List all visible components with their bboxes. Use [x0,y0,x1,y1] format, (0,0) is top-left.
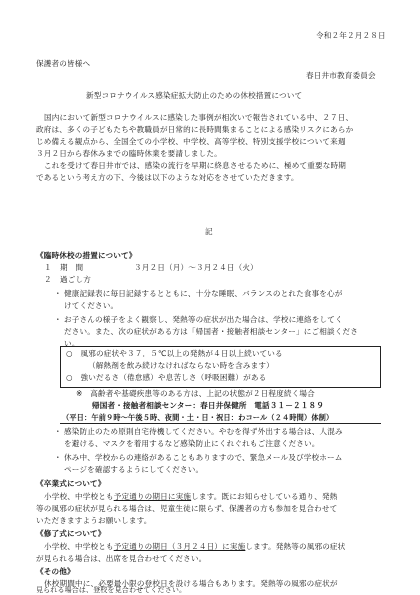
bullet-1-line-2: けてください。 [64,301,119,310]
intro-line-3: じめ備える観点から、全国全ての小学校、中学校、高等学校、特別支援学校について来週 [36,137,346,146]
item-1-number: １ [44,263,52,272]
bullet-dot: ・ [54,427,62,436]
closing-line-1-post: します。発熱等の風邪の症状 [245,542,346,551]
bullet-2-line-3: い。 [64,339,80,348]
closing-line-1-underline: 予定通りの期日（３月２４日）に実施 [113,542,246,551]
bullet-3-line-1: 感染防止のため原則自宅待機してください。やむを得ず外出する場合は、人混み [64,427,343,436]
graduation-line-1 [44,491,337,502]
bullet-3-line-2: を避ける、マスクを着用するなど感染防止にくれぐれもご注意ください。 [64,439,320,448]
consultation-center: 帰国者・接触者相談センター：春日井保健所 電話３１－２１８９ [92,401,325,410]
intro-line-5: これを受けて春日井市では、感染の流行を早期に終息させるために、極めて重要な時期 [44,161,347,170]
symptom-note: ※ 高齢者や基礎疾患等のある方は、上記の状態が２日程度続く場合 [76,389,315,398]
bullet-2-line-1: お子さんの様子をよく観察し、発熱等の症状が出た場合は、学校に連絡をしてく [64,315,343,324]
graduation-line-1-pre: 小学校、中学校とも [44,492,114,501]
divider [60,423,381,424]
sender: 春日井市教育委員会 [306,71,376,80]
closing-line-1-pre: 小学校、中学校とも [44,542,114,551]
section-heading-closing: 《修了式について》 [36,529,106,538]
symptom-line-2: （解熱剤を飲み続けなければならない時を含みます） [88,361,274,370]
item-2-number: ２ [44,275,52,284]
closing-line-2: が見られる場合は、出席を見合わせてください。 [36,554,207,563]
bullet-4-line-2: ページを確認するようにしてください。 [64,465,204,474]
symptom-line-3: ○ 強いだるさ（倦怠感）や息苦しさ（呼吸困難）がある [66,373,267,382]
graduation-line-1-post: します。既にお知らせしている通り、発熱 [191,492,338,501]
other-line-2: 見られる場合は、登校を見合わせてください。 [36,586,187,594]
intro-line-2: 政府は、多くの子どもたちや教職員が日常的に長時間集まることによる感染リスクにあらか [36,125,354,134]
notice-title: 新型コロナウイルス感染症拡大防止のための休校措置について [86,91,303,100]
item-1-value: ３月２日（月）～３月２４日（火） [134,263,258,272]
graduation-line-2: 等の風邪の症状が見られる場合は、児童生徒に限らず、保護者の方も参加を見合わせて [36,504,338,513]
bullet-4-line-1: 休み中、学校からの連絡があることもありますので、緊急メール及び学校ホーム [64,453,343,462]
bullet-2-line-2: ださい。また、次の症状がある方は「帰国者・接触者相談センター」にご相談くださ [64,327,358,336]
graduation-line-3: いただきますようお願いします。 [36,516,152,525]
bullet-dot: ・ [54,453,62,462]
bullet-dot: ・ [54,289,62,298]
item-2-label: 過ごし方 [60,275,91,284]
item-1-label: 期 間 [60,263,84,272]
closing-line-1 [44,541,345,552]
symptom-line-1: ○ 風邪の症状や３７．５℃以上の発熱が４日以上続いている [66,349,283,358]
intro-line-1: 国内において新型コロナウイルスに感染した事例が相次いで報告されている中、２７日、 [44,113,354,122]
section-heading-graduation: 《卒業式について》 [36,479,106,488]
intro-line-6: であるという考え方の下、今後は以下のような対応をさせていただきます。 [36,173,299,182]
section-heading-other: 《その他》 [36,567,75,576]
bullet-1-line-1: 健康記録表に毎日記録するとともに、十分な睡眠、バランスのとれた食事を心が [64,289,343,298]
bullet-dot: ・ [54,315,62,324]
ki-mark: 記 [205,227,213,236]
other-line-1: 休校期間中に、必要最小限の登校日を設ける場合もあります。発熱等の風邪の症状が [44,579,338,588]
intro-line-4: ３月２日から春休みまでの臨時休業を要請しました。 [36,149,222,158]
graduation-line-1-underline: 予定通りの期日に実施 [113,492,192,501]
notice-date: 令和２年２月２８日 [316,31,386,40]
addressee: 保護者の皆様へ [36,59,91,68]
consultation-hours: （平日：午前９時～午後５時、夜間・土・日・祝日：わコール（２４時間）体制） [62,413,334,422]
section-heading-closure: 《臨時休校の措置について》 [36,251,137,260]
